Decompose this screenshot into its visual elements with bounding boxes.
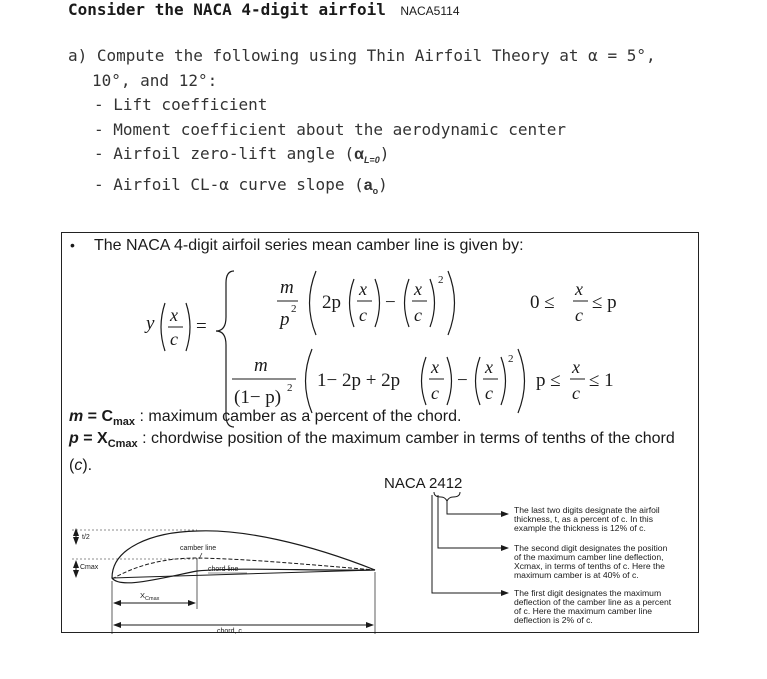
def-p-c: c [74, 457, 83, 475]
zero-lift-symbol: α [354, 146, 364, 164]
note2-line: maximum camber is at 40% of c. [514, 570, 639, 580]
eq-lhs-y: y [146, 313, 155, 334]
note3-line: deflection of the camber line as a percent [514, 597, 672, 607]
eq-sq: 2 [438, 274, 444, 286]
eq-c: c [359, 305, 367, 325]
eq-m: m [280, 277, 294, 298]
eq-term1: 2p [322, 292, 341, 313]
eq-denom2: (1− p) [234, 387, 282, 408]
eq-term2: 1− 2p + 2p [317, 370, 401, 391]
zero-lift-sub: L=0 [363, 155, 380, 166]
eq-x: x [485, 357, 493, 377]
def-m-sub: max [113, 416, 136, 429]
eq-c: c [431, 383, 439, 403]
list-item: - Moment coefficient about the aerodynamic center [94, 119, 567, 139]
part-a-line2: 10°, and 12°: [92, 70, 218, 90]
note3-line: The first digit designates the maximum [514, 588, 662, 598]
xcmax-label [140, 591, 160, 602]
def-m-eq: = C [83, 408, 114, 425]
svg-text:The second digit designates th [514, 543, 668, 580]
svg-text:The last two digits designate [514, 505, 660, 533]
note1-line: thickness, t, as a percent of c. In this [514, 514, 653, 524]
def-p-sub: Cmax [107, 438, 138, 451]
eq-c: c [414, 305, 422, 325]
def-p-eq: = X [78, 430, 108, 447]
part-a-list [68, 93, 748, 204]
eq-x: x [575, 279, 583, 299]
eq-m: m [254, 355, 268, 376]
naca-label: NACA 2412 [384, 475, 463, 492]
note2-line: Xcmax, in terms of tenths of c. Here the [514, 561, 665, 571]
slope-sub: o [372, 186, 379, 197]
list-item-text: - Airfoil zero-lift angle ( [94, 144, 355, 164]
note3-line: of c. Here the maximum camber line [514, 606, 653, 616]
chord-line-label: chord line [208, 566, 239, 573]
def-p-text: : chordwise position of the maximum camber in terms of tenths of the chord ( [69, 430, 675, 475]
airfoil-code: NACA5114 [400, 4, 460, 18]
eq-sq: 2 [291, 303, 297, 315]
problem-title [68, 0, 460, 20]
eq-cond2-right: ≤ 1 [589, 370, 614, 391]
note2-line: The second digit designates the position [514, 543, 668, 553]
eq-p: p [280, 309, 290, 330]
note1-line: The last two digits designate the airfoil [514, 505, 660, 515]
camber-line-label: camber line [180, 545, 217, 552]
t2-label: t/2 [82, 534, 90, 541]
eq-minus: − [457, 370, 468, 391]
note1-line: example the thickness is 12% of c. [514, 523, 646, 533]
eq-x: x [170, 305, 178, 325]
eq-x: x [414, 279, 422, 299]
eq-c: c [572, 383, 580, 403]
def-p-symbol: p [69, 430, 79, 447]
eq-equals: = [196, 316, 207, 337]
list-item [94, 173, 748, 204]
title-text: Consider the NACA 4-digit airfoil [68, 0, 386, 19]
part-a [68, 44, 748, 204]
xcmax-sub: Cmax [145, 596, 160, 602]
close-paren: ) [379, 144, 390, 164]
slope-symbol: a [363, 177, 373, 195]
eq-minus: − [385, 292, 396, 313]
chord-line [112, 570, 375, 578]
xcmax-symbol: X [140, 591, 146, 600]
list-item [94, 142, 748, 173]
eq-c: c [575, 305, 583, 325]
def-p-end: ). [82, 457, 93, 475]
bullet: • [70, 237, 75, 253]
eq-cond2-left: p ≤ [536, 370, 561, 391]
eq-sq: 2 [508, 353, 514, 365]
list-item: - Lift coefficient [94, 95, 268, 115]
intro-line [70, 237, 524, 255]
eq-sq: 2 [287, 382, 293, 394]
note2-line: of the maximum camber line deflection, [514, 552, 664, 562]
cmax-label: Cmax [80, 564, 99, 571]
airfoil-diagram [62, 469, 698, 634]
camber-line-box [61, 232, 699, 633]
airfoil-shape [112, 531, 375, 583]
eq-c: c [485, 383, 493, 403]
camber-line [112, 558, 375, 579]
def-m-symbol: m [69, 408, 84, 425]
intro-text: The NACA 4-digit airfoil series mean camber line is given by: [94, 237, 524, 254]
eq-cond1-left: 0 ≤ [530, 292, 555, 313]
def-m-text: : maximum camber as a percent of the chord. [135, 408, 462, 425]
svg-text:The first digit designates the [514, 588, 672, 625]
part-a-line1: a) Compute the following using Thin Airfoil Theory at α = 5°, [68, 46, 656, 65]
eq-c: c [170, 329, 178, 349]
eq-x: x [359, 279, 367, 299]
chord-c-label: chord, c [217, 628, 242, 634]
eq-cond1-right: ≤ p [592, 292, 617, 313]
eq-x: x [572, 357, 580, 377]
eq-x: x [431, 357, 439, 377]
list-item-text: - Airfoil CL-α curve slope ( [94, 175, 364, 195]
note3-line: deflection is 2% of c. [514, 615, 593, 625]
close-paren: ) [378, 175, 388, 195]
